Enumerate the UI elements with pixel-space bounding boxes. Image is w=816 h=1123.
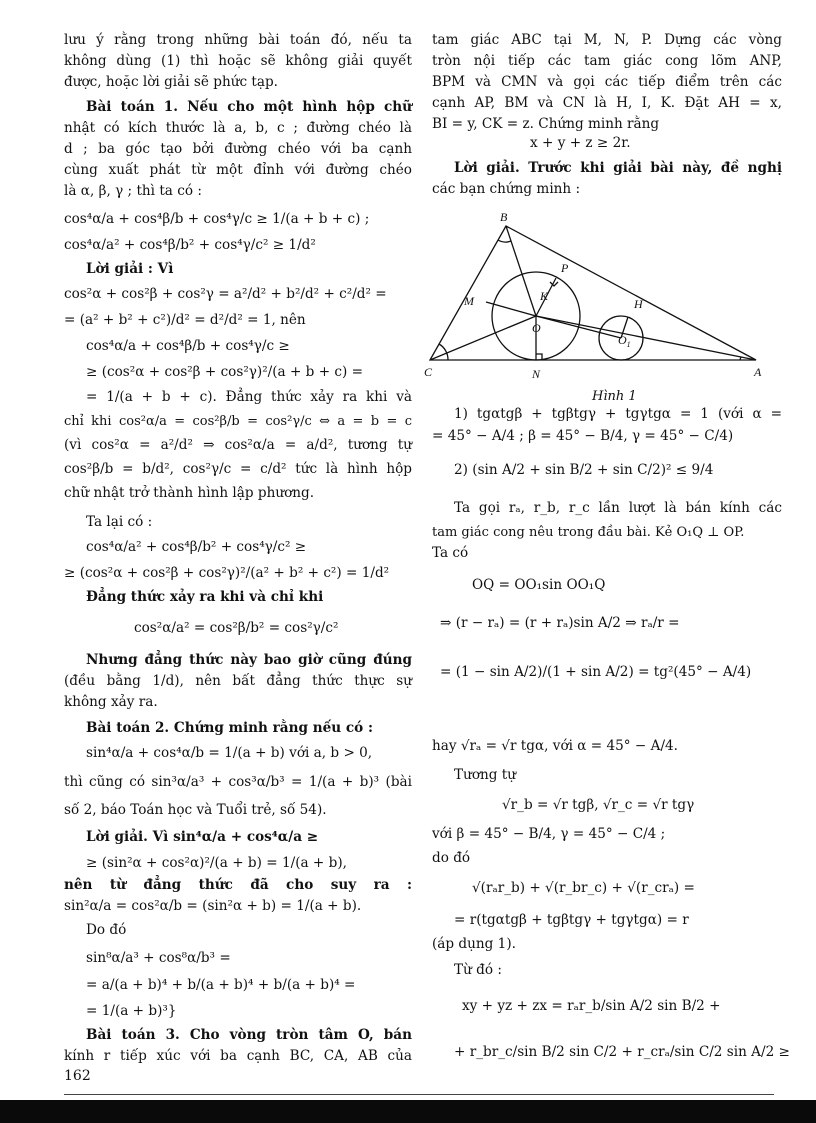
formula: ≥ (cos²α + cos²β + cos²γ)²/(a + b + c) = [86,364,364,380]
label-b: B [500,210,508,224]
label-k: K [540,289,549,303]
text-line: số 2, báo Toán học và Tuổi trẻ, số 54). [64,802,327,818]
text-line: không xảy ra. [64,694,158,710]
figure-caption: Hình 1 [592,389,637,404]
formula: sin²α/a = cos²α/b = (sin²α + b) = 1/(a + b). [64,898,362,914]
text-line: Ta có [432,545,469,561]
footer-rule [64,1094,774,1095]
formula: = (1 − sin A/2)/(1 + sin A/2) = tg²(45° − A/4) [440,664,752,680]
text-line: nhật có kích thước là a, b, c ; đường chéo là [64,120,412,136]
text-line: nên từ đẳng thức đã cho suy ra : [64,877,412,893]
formula: cos⁴α/a² + cos⁴β/b² + cos⁴γ/c² ≥ [86,539,307,555]
text-line: tam giác cong nêu trong đầu bài. Kẻ O₁Q ⊥ OP. [432,525,745,540]
text-line: chữ nhật trở thành hình lập phương. [64,485,315,501]
text-line: là α, β, γ ; thì ta có : [64,183,202,199]
problem-2-heading: Bài toán 2. Chứng minh rằng nếu có : [86,720,373,736]
formula: = r(tgαtgβ + tgβtgγ + tgγtgα) = r [454,912,689,928]
formula: cos⁴α/a² + cos⁴β/b² + cos⁴γ/c² ≥ 1/d² [64,237,316,253]
text-line: tròn nội tiếp các tam giác cong lõm ANP, [432,53,782,69]
formula: ≥ (sin²α + cos²α)²/(a + b) = 1/(a + b), [86,855,347,871]
label-o: O [532,321,541,335]
formula: thì cũng có sin³α/a³ + cos³α/b³ = 1/(a + b)³ (bài [64,774,412,790]
formula: cos²α + cos²β + cos²γ = a²/d² + b²/d² + c²/d² = [64,286,387,302]
text-line: (áp dụng 1). [432,936,516,952]
label-o1: $O_1$ [618,333,631,349]
text-line: tam giác ABC tại M, N, P. Dựng các vòng [432,32,782,48]
formula: sin⁸α/a³ + cos⁸α/b³ = [86,950,231,966]
formula: = 45° − A/4 ; β = 45° − B/4, γ = 45° − C/4) [432,428,734,444]
text-line: do đó [432,850,471,866]
formula: + r_br_c/sin B/2 sin C/2 + r_crₐ/sin C/2 sin A/2 ≥ [454,1044,790,1060]
text-line: cos²β/b = b/d², cos²γ/c = c/d² tức là hình hộp [64,461,412,477]
solution-heading: Lời giải : Vì [86,261,174,277]
label-a: A [754,365,762,379]
text-line: Đẳng thức xảy ra khi và chỉ khi [86,589,324,605]
formula: = a/(a + b)⁴ + b/(a + b)⁴ + b/(a + b)⁴ = [86,977,356,993]
text-line: Ta lại có : [86,514,153,530]
text-line: cạnh AP, BM và CN là H, I, K. Đặt AH = x, [432,95,782,111]
text-line: Nhưng đẳng thức này bao giờ cũng đúng [86,652,412,668]
text-line: cùng xuất phát từ một đỉnh với đường chéo [64,162,412,178]
formula: sin⁴α/a + cos⁴α/b = 1/(a + b) với a, b > 0, [86,745,373,761]
line-ao [536,316,756,360]
problem-1-heading: Bài toán 1. Nếu cho một hình hộp chữ [86,99,412,115]
text-line: không dùng (1) thì hoặc sẽ không giải quyết [64,53,412,69]
angle-arc-c [439,344,448,360]
angle-arc-b [498,240,511,242]
text-line: d ; ba góc tạo bởi đường chéo với ba cạnh [64,141,412,157]
text-line: BI = y, CK = z. Chứng minh rằng [432,116,660,132]
formula: = (a² + b² + c²)/d² = d²/d² = 1, nên [64,312,306,328]
label-c: C [424,365,433,379]
text-line: (vì cos²α = a²/d² ⇒ cos²α/a = a/d², tương tự [64,437,412,453]
formula: 2) (sin A/2 + sin B/2 + sin C/2)² ≤ 9/4 [454,462,714,478]
formula: xy + yz + zx = rₐr_b/sin A/2 sin B/2 + [462,998,721,1014]
text-line: các bạn chứng minh : [432,181,581,197]
formula: với β = 45° − B/4, γ = 45° − C/4 ; [432,826,666,842]
problem-3-heading: Bài toán 3. Cho vòng tròn tâm O, bán [86,1027,412,1043]
scan-border [0,1100,816,1123]
formula: cos⁴α/a + cos⁴β/b + cos⁴γ/c ≥ [86,338,290,354]
text-line: Ta gọi rₐ, r_b, r_c lần lượt là bán kính các [454,500,782,516]
page-number: 162 [64,1068,91,1084]
text-line: (đều bằng 1/d), nên bất đẳng thức thực sự [64,673,412,689]
label-n: N [532,367,541,381]
text-line: kính r tiếp xúc với ba cạnh BC, CA, AB của [64,1048,412,1064]
solution-heading: Lời giải. Vì sin⁴α/a + cos⁴α/a ≥ [86,829,319,845]
text-line: BPM và CMN và gọi các tiếp điểm trên các [432,74,782,90]
text-line: chỉ khi cos²α/a = cos²β/b = cos²γ/c ⇔ a = b = c [64,414,412,429]
formula: √r_b = √r tgβ, √r_c = √r tgγ [502,797,695,813]
text-line: Do đó [86,922,127,938]
label-m: M [464,294,474,308]
formula: ⇒ (r − rₐ) = (r + rₐ)sin A/2 ⇒ rₐ/r = [440,615,680,631]
solution-heading: Lời giải. Trước khi giải bài này, đề nghị [454,160,782,176]
text-line: Tương tự [454,767,517,783]
formula: cos²α/a² = cos²β/b² = cos²γ/c² [134,620,339,636]
formula: 1) tgαtgβ + tgβtgγ + tgγtgα = 1 (với α = [454,406,782,422]
line-co [430,316,536,360]
formula: hay √rₐ = √r tgα, với α = 45° − A/4. [432,738,679,754]
formula: cos⁴α/a + cos⁴β/b + cos⁴γ/c ≥ 1/(a + b + c) ; [64,211,370,227]
text-line: = 1/(a + b + c). Đẳng thức xảy ra khi và [86,389,412,405]
formula: = 1/(a + b)³} [86,1003,177,1019]
text-line: Từ đó : [454,962,502,978]
radius-om [486,302,536,316]
text-line: được, hoặc lời giải sẽ phức tạp. [64,74,278,90]
triangle-incircle-figure [418,206,778,384]
formula: ≥ (cos²α + cos²β + cos²γ)²/(a² + b² + c²) = 1/d² [64,565,390,581]
text-line: lưu ý rằng trong những bài toán đó, nếu ta [64,32,412,48]
formula: √(rₐr_b) + √(r_br_c) + √(r_crₐ) = [472,880,695,896]
formula: OQ = OO₁sin OO₁Q [472,577,606,593]
formula: x + y + z ≥ 2r. [530,135,631,151]
label-p: P [561,261,569,275]
label-h: H [634,297,643,311]
